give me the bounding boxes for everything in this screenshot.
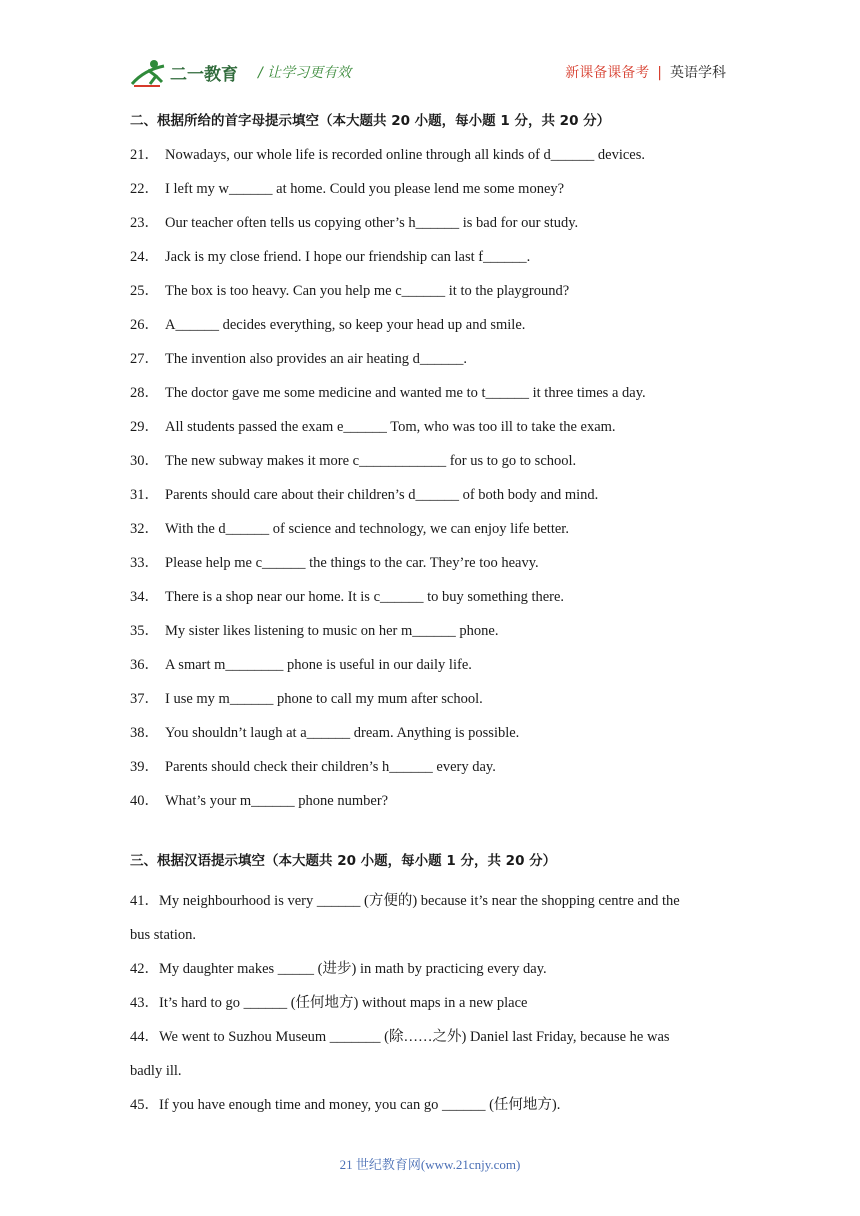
footer: 21 世纪教育网(www.21cnjy.com) [339,1157,521,1172]
question-item: 41．My neighbourhood is very ______ (方便的) because it’s near the shopping centre and the bus station. [130,893,680,943]
question-item: 44．We went to Suzhou Museum _______ (除……之外) Daniel last Friday, because he was badly ill. [130,1029,670,1079]
question-item: 27． The invention also provides an air heating d______. [130,351,468,367]
question-item: 43．It’s hard to go ______ (任何地方) without maps in a new place [130,995,528,1011]
section-title: 三、根据汉语提示填空（本大题共 20 小题，每小题 1 分，共 20 分） [130,853,557,869]
question-item: 35． My sister likes listening to music on her m______ phone. [130,623,499,639]
logo-text: 二一教育 [170,65,238,85]
page-header [130,56,726,90]
question-item: 22． I left my w______ at home. Could you please lend me some money? [130,181,565,197]
logo-icon [130,56,250,90]
question-item: 29． All students passed the exam e______ Tom, who was too ill to take the exam. [130,419,616,435]
question-item: 28． The doctor gave me some medicine and wanted me to t______ it three times a day. [130,385,646,401]
question-item: 25． The box is too heavy. Can you help me c______ it to the playground? [130,283,570,299]
question-item: 38． You shouldn’t laugh at a______ dream. Anything is possible. [130,725,520,741]
question-list [130,144,730,824]
question-item: 31． Parents should care about their children’s d______ of both body and mind. [130,487,599,503]
question-item: 42．My daughter makes _____ (进步) in math by practicing every day. [130,961,547,977]
question-item: 40． What’s your m______ phone number? [130,793,389,809]
question-item: 30． The new subway makes it more c____________ for us to go to school. [130,453,577,469]
question-item: 24． Jack is my close friend. I hope our friendship can last f______. [130,249,531,265]
exercise-content [130,110,730,1122]
question-item: 23． Our teacher often tells us copying other’s h______ is bad for our study. [130,215,579,231]
question-item: 39． Parents should check their children’s h______ every day. [130,759,496,775]
question-item: 45．If you have enough time and money, you can go ______ (任何地方). [130,1097,561,1113]
question-item: 34． There is a shop near our home. It is c______ to buy something there. [130,589,565,605]
section-title: 二、根据所给的首字母提示填空（本大题共 20 小题，每小题 1 分，共 20 分） [130,113,611,129]
question-item: 21． Nowadays, our whole life is recorded online through all kinds of d______ devices. [130,147,646,163]
question-item: 37． I use my m______ phone to call my mum after school. [130,691,483,707]
question-item: 32． With the d______ of science and technology, we can enjoy life better. [130,521,569,537]
question-item: 36． A smart m________ phone is useful in our daily life. [130,657,472,673]
slogan: / 让学习更有效 [258,65,352,81]
question-item: 26． A______ decides everything, so keep your head up and smile. [130,317,526,333]
subject-label: 新课备课备考 | 英语学科 [565,65,726,81]
question-item: 33． Please help me c______ the things to the car. They’re too heavy. [130,555,539,571]
